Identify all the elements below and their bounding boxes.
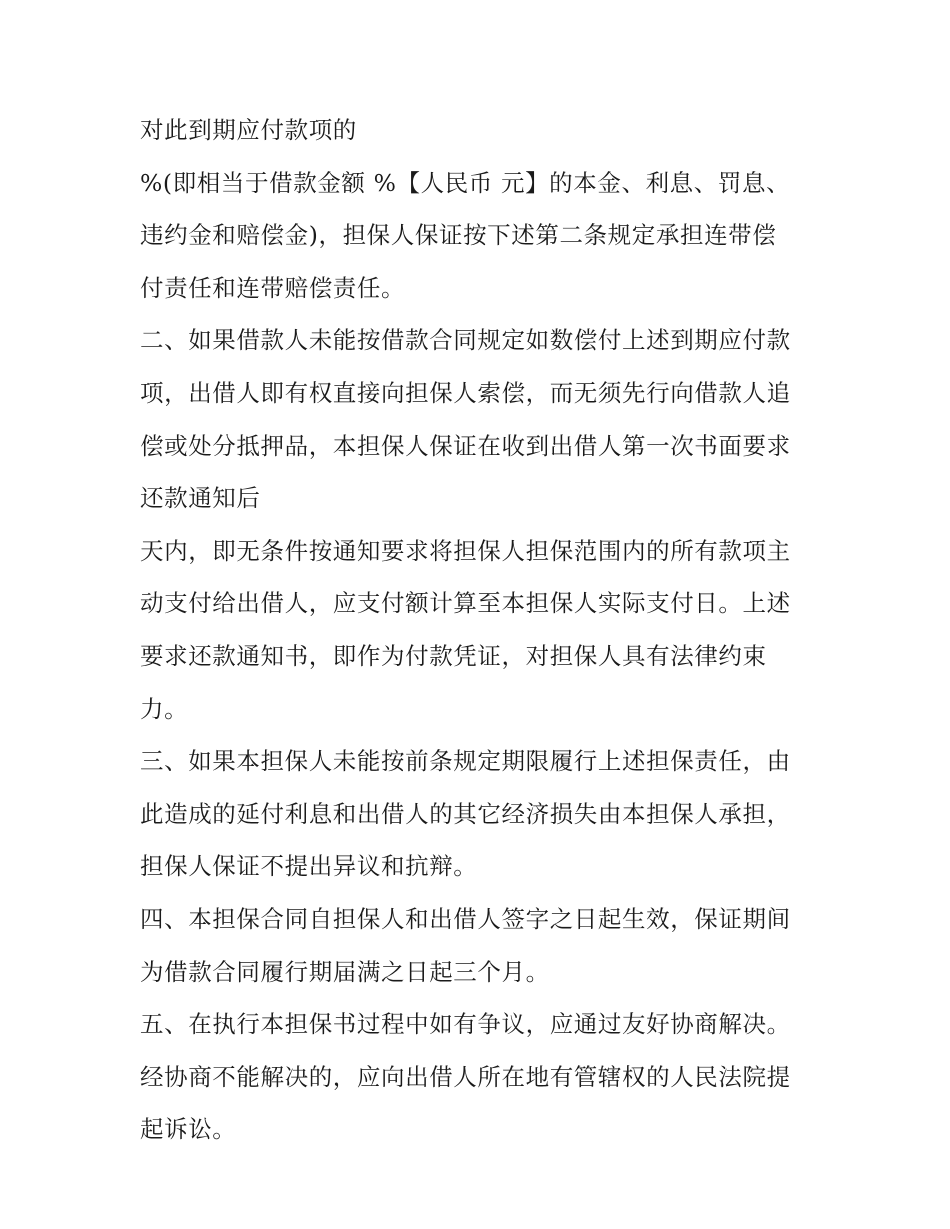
clause-2-line: 天内，即无条件按通知要求将担保人担保范围内的所有款项主 bbox=[140, 536, 791, 565]
clause-4-line: 四、本担保合同自担保人和出借人签字之日起生效，保证期间 bbox=[140, 904, 791, 933]
text-line: 付责任和连带赔偿责任。 bbox=[140, 273, 406, 302]
clause-3-line: 三、如果本担保人未能按前条规定期限履行上述担保责任，由 bbox=[140, 747, 791, 776]
text-line: 违约金和赔偿金)，担保人保证按下述第二条规定承担连带偿 bbox=[140, 221, 777, 250]
clause-2-line: 要求还款通知书，即作为付款凭证，对担保人具有法律约束 bbox=[140, 641, 767, 670]
clause-5-line: 起诉讼。 bbox=[140, 1115, 237, 1144]
clause-3-line: 担保人保证不提出异议和抗辩。 bbox=[140, 852, 478, 881]
document-body bbox=[140, 104, 820, 1156]
clause-2-line: 还款通知后 bbox=[140, 484, 261, 513]
clause-2-line: 动支付给出借人，应支付额计算至本担保人实际支付日。上述 bbox=[140, 589, 791, 618]
text-line: 对此到期应付款项的 bbox=[140, 116, 357, 144]
clause-3-line: 此造成的延付利息和出借人的其它经济损失由本担保人承担， bbox=[140, 799, 791, 828]
clause-5-line: 五、在执行本担保书过程中如有争议，应通过友好协商解决。 bbox=[140, 1010, 791, 1039]
text-line: %(即相当于借款金额 %【人民币 元】的本金、利息、罚息、 bbox=[140, 168, 791, 197]
clause-2-line: 偿或处分抵押品，本担保人保证在收到出借人第一次书面要求 bbox=[140, 431, 791, 460]
clause-2-line: 项，出借人即有权直接向担保人索偿，而无须先行向借款人追 bbox=[140, 378, 791, 407]
clause-2-line: 二、如果借款人未能按借款合同规定如数偿付上述到期应付款 bbox=[140, 326, 791, 355]
clause-5-line: 经协商不能解决的，应向出借人所在地有管辖权的人民法院提 bbox=[140, 1062, 791, 1091]
clause-2-line: 力。 bbox=[140, 694, 189, 723]
clause-4-line: 为借款合同履行期届满之日起三个月。 bbox=[140, 957, 550, 986]
